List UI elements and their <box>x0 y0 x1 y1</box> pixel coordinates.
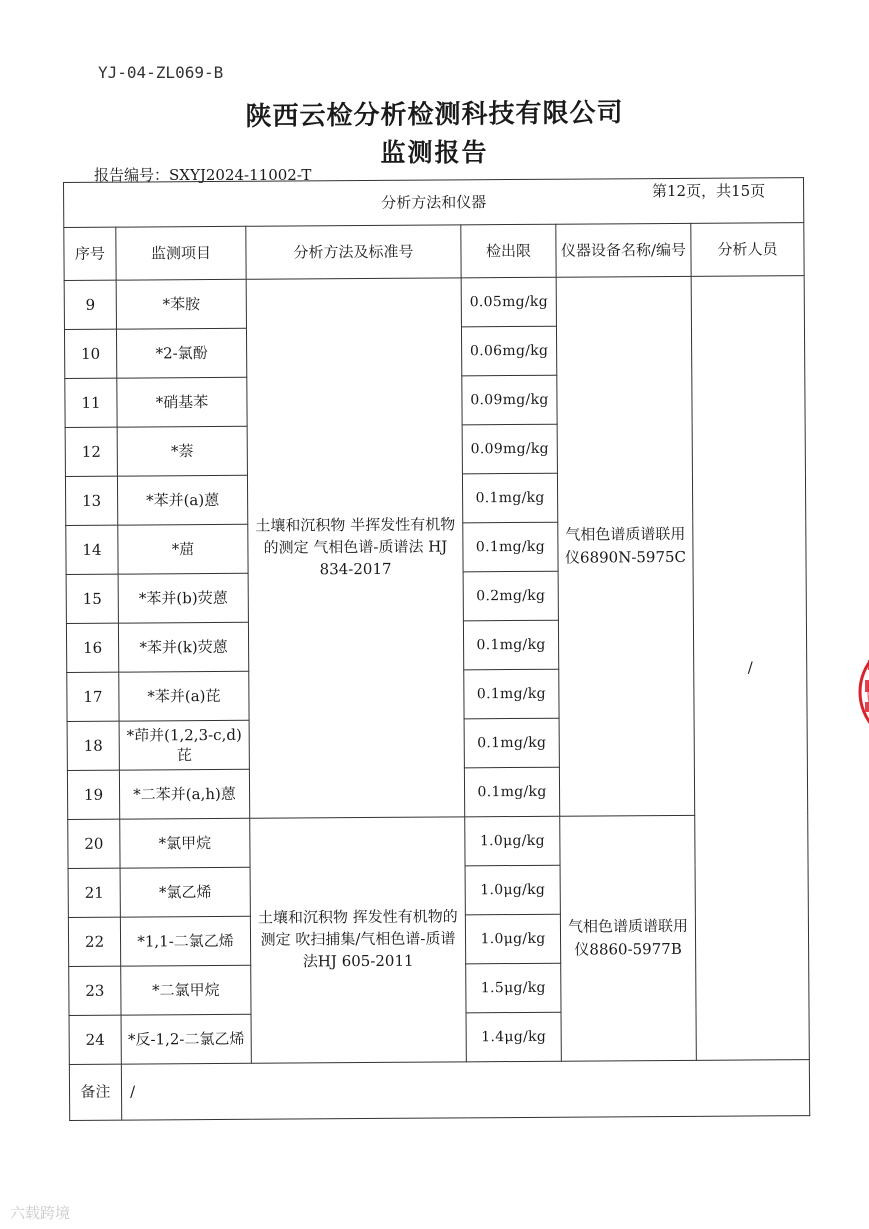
instrument-group2: 气相色谱质谱联用仪8860-5977B <box>560 815 697 1061</box>
row-number: 21 <box>68 868 120 917</box>
monitoring-item: *氯甲烷 <box>120 818 250 868</box>
row-number: 10 <box>64 329 116 378</box>
column-header-analyst: 分析人员 <box>691 223 804 277</box>
monitoring-item: *苯胺 <box>116 279 246 329</box>
company-name: 陕西云检分析检测科技有限公司 <box>245 98 624 132</box>
row-number: 16 <box>66 623 118 672</box>
row-number: 15 <box>66 574 118 623</box>
row-number: 22 <box>68 917 120 966</box>
detection-limit: 0.2mg/kg <box>463 571 558 621</box>
detection-limit: 1.4μg/kg <box>466 1012 561 1062</box>
row-number: 13 <box>65 476 117 525</box>
monitoring-item: *苯并(b)荧蒽 <box>118 573 248 623</box>
monitoring-item: *二氯甲烷 <box>121 965 251 1015</box>
table-header-row <box>64 223 804 281</box>
row-number: 14 <box>66 525 118 574</box>
platform-watermark: 六载跨境 <box>10 1204 71 1222</box>
remark-row <box>69 1060 809 1121</box>
remark-value: / <box>121 1060 809 1121</box>
detection-limit: 0.05mg/kg <box>461 277 556 327</box>
analysis-method-group2: 土壤和沉积物 挥发性有机物的测定 吹扫捕集/气相色谱-质谱法HJ 605-2011 <box>250 817 467 1063</box>
analysis-methods-sheet <box>63 177 809 1137</box>
detection-limit: 1.0μg/kg <box>465 816 560 866</box>
detection-limit: 0.1mg/kg <box>464 767 559 817</box>
remark-label: 备注 <box>69 1064 121 1120</box>
column-header-limit: 检出限 <box>461 224 556 278</box>
row-number: 23 <box>69 966 121 1015</box>
row-number: 12 <box>65 427 117 476</box>
row-number: 18 <box>67 721 119 770</box>
detection-limit: 0.1mg/kg <box>464 669 559 719</box>
detection-limit: 1.0μg/kg <box>465 914 560 964</box>
detection-limit: 0.09mg/kg <box>462 375 557 425</box>
monitoring-item: *苯并(k)荧蒽 <box>118 622 248 672</box>
column-header-method: 分析方法及标准号 <box>246 225 461 279</box>
detection-limit: 0.1mg/kg <box>462 473 557 523</box>
instrument-group1: 气相色谱质谱联用仪6890N-5975C <box>556 276 695 816</box>
detection-limit: 1.0μg/kg <box>465 865 560 915</box>
row-number: 11 <box>65 378 117 427</box>
report-title: 监测报告 <box>380 138 489 167</box>
monitoring-item: *苯并(a)蒽 <box>117 475 247 525</box>
detection-limit: 0.1mg/kg <box>463 620 558 670</box>
column-header-item: 监测项目 <box>116 226 246 280</box>
monitoring-item: *苯并(a)芘 <box>119 671 249 721</box>
page-info: 第12页，共15页 <box>652 182 766 200</box>
analysis-method-group1: 土壤和沉积物 半挥发性有机物的测定 气相色谱-质谱法 HJ 834-2017 <box>246 278 465 818</box>
table-caption: 分析方法和仪器 <box>64 178 804 228</box>
detection-limit: 0.06mg/kg <box>461 326 556 376</box>
monitoring-item: *萘 <box>117 426 247 476</box>
column-header-no: 序号 <box>64 227 116 280</box>
detection-limit: 0.09mg/kg <box>462 424 557 474</box>
detection-limit: 0.1mg/kg <box>463 522 558 572</box>
detection-limit: 0.1mg/kg <box>464 718 559 768</box>
monitoring-item: *䓛 <box>118 524 248 574</box>
monitoring-item: *反-1,2-二氯乙烯 <box>121 1014 251 1064</box>
row-number: 24 <box>69 1015 121 1064</box>
monitoring-item: *二苯并(a,h)蒽 <box>119 769 249 819</box>
row-number: 19 <box>67 770 119 819</box>
detection-limit: 1.5μg/kg <box>466 963 561 1013</box>
row-number: 9 <box>64 280 116 329</box>
analyst-cell: / <box>691 276 809 1061</box>
document-code: YJ-04-ZL069-B <box>98 63 224 82</box>
row-number: 17 <box>67 672 119 721</box>
column-header-instrument: 仪器设备名称/编号 <box>556 223 691 277</box>
table-row <box>64 276 804 330</box>
analysis-methods-table <box>63 177 810 1121</box>
monitoring-item: *硝基苯 <box>117 377 247 427</box>
row-number: 20 <box>68 819 120 868</box>
company-seal <box>852 632 869 752</box>
monitoring-item: *1,1-二氯乙烯 <box>120 916 250 966</box>
monitoring-item: *茚并(1,2,3-c,d)芘 <box>119 720 249 770</box>
report-number: 报告编号：SXYJ2024-11002-T <box>94 166 312 184</box>
monitoring-item: *氯乙烯 <box>120 867 250 917</box>
monitoring-item: *2-氯酚 <box>116 328 246 378</box>
